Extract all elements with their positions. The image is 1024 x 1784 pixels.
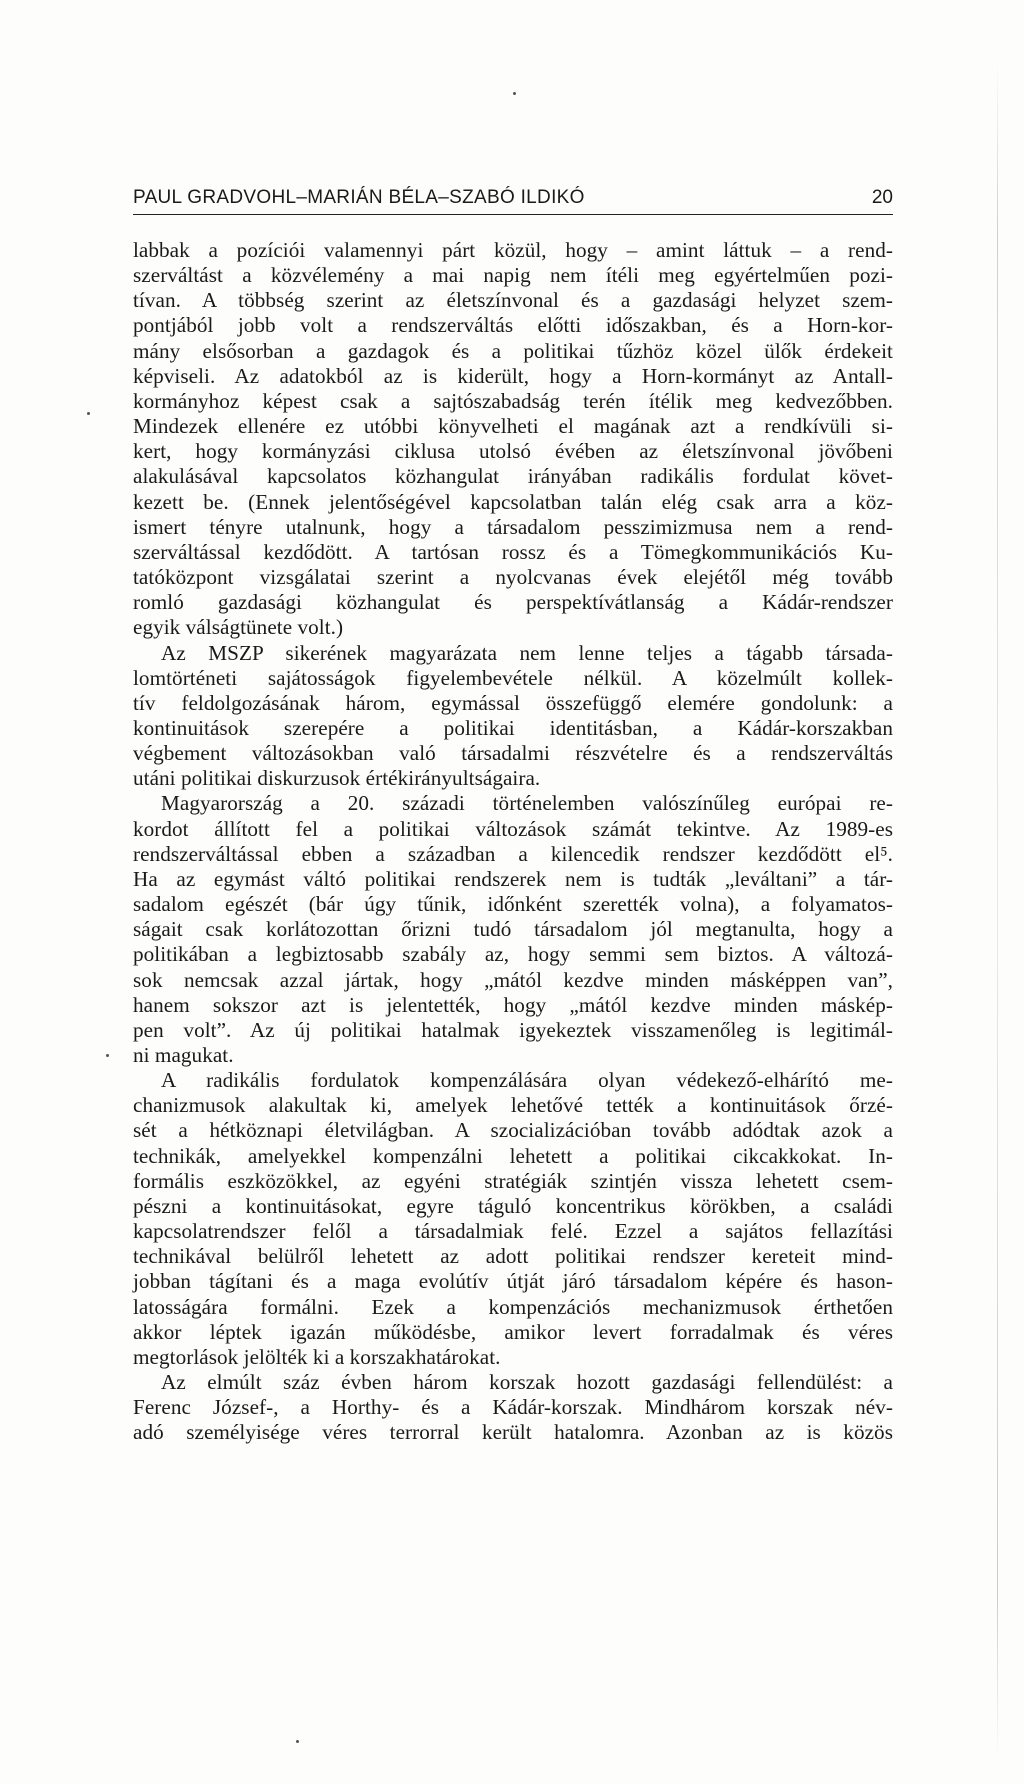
text-line: latosságára formálni. Ezek a kompenzációs mechanizmusok érthetően: [133, 1294, 893, 1319]
text-line: tatóközpont vizsgálatai szerint a nyolcvanas évek elejétől még tovább: [133, 565, 893, 590]
text-line: utáni politikai diskurzusok értékirányultságaira.: [133, 766, 541, 791]
text-line: Magyarország a 20. századi történelemben valószínűleg európai re-: [161, 791, 893, 816]
text-line: tívan. A többség szerint az életszínvonal és a gazdasági helyzet szem-: [133, 288, 893, 313]
text-line: pészni a kontinuitásokat, egyre táguló koncentrikus körökben, a családi: [133, 1193, 893, 1218]
text-line: technikával belülről lehetett az adott politikai rendszer kereteit mind-: [133, 1244, 893, 1269]
text-line: labbak a pozíciói valamennyi párt közül, hogy – amint láttuk – a rend-: [133, 238, 893, 262]
text-line: mány elsősorban a gazdagok és a politikai tűzhöz közel ülők érdekeit: [133, 338, 893, 363]
text-line: tív feldolgozásának három, egymással összefüggő elemére gondolunk: a: [133, 690, 893, 715]
text-line: kormányhoz képest csak a sajtószabadság terén ítélik meg kedvezőbben.: [133, 388, 893, 413]
scan-edge-shadow: [997, 60, 998, 1760]
running-header: [133, 184, 893, 215]
text-line: pontjából jobb volt a rendszerváltás előtti időszakban, és a Horn-kor-: [133, 313, 893, 338]
text-line: akkor léptek igazán működésbe, amikor levert forradalmak és véres: [133, 1319, 893, 1344]
scan-speck: [296, 1740, 299, 1743]
text-line: A radikális fordulatok kompenzálására olyan védekező-elhárító me-: [161, 1068, 893, 1093]
text-line: sadalom egészét (bár úgy tűnik, időnként szerették volna), a folyamatos-: [133, 892, 893, 917]
text-line: ni magukat.: [133, 1043, 234, 1067]
page-number: 20: [871, 187, 893, 208]
text-line: Az MSZP sikerének magyarázata nem lenne teljes a tágabb társada-: [161, 640, 893, 665]
text-line: rendszerváltással ebben a században a kilencedik rendszer kezdődött el⁵.: [133, 841, 893, 866]
scan-speck: [106, 1054, 109, 1057]
text-line: Ferenc József-, a Horthy- és a Kádár-korszak. Mindhárom korszak név-: [133, 1395, 893, 1420]
text-line: hanem sokszor azt is jelentették, hogy „mától kezdve minden máskép-: [133, 992, 893, 1017]
text-line: Ha az egymást váltó politikai rendszerek nem is tudták „leváltani” a tár-: [133, 866, 893, 891]
text-line: szerváltást a közvélemény a mai napig nem ítéli meg egyértelműen pozi-: [133, 263, 893, 288]
text-line: alakulásával kapcsolatos közhangulat irányában radikális fordulat követ-: [133, 464, 893, 489]
text-line: kert, hogy kormányzási ciklusa utolsó évében az életszínvonal jövőbeni: [133, 439, 893, 464]
scan-speck: [513, 92, 516, 95]
text-line: sok nemcsak azzal jártak, hogy „mától kezdve minden másképpen van”,: [133, 967, 893, 992]
text-line: ságait csak korlátozottan őrizni tudó társadalom jól megtanulta, hogy a: [133, 917, 893, 942]
text-line: kontinuitások szerepére a politikai identitásban, a Kádár-korszakban: [133, 715, 893, 740]
body-text: [133, 238, 893, 1446]
text-line: végbement változásokban való társadalmi részvételre és a rendszerváltás: [133, 741, 893, 766]
text-line: politikában a legbiztosabb szabály az, hogy semmi sem biztos. A változá-: [133, 942, 893, 967]
text-line: képviseli. Az adatokból az is kiderült, hogy a Horn-kormányt az Antall-: [133, 363, 893, 388]
text-line: sét a hétköznapi életvilágban. A szocializációban tovább adódtak azok a: [133, 1118, 893, 1143]
text-line: adó személyisége véres terrorral került hatalomra. Azonban az is közös: [133, 1420, 893, 1445]
text-line: kapcsolatrendszer felől a társadalmiak felé. Ezzel a sajátos fellazítási: [133, 1219, 893, 1244]
text-line: megtorlások jelölték ki a korszakhatárokat.: [133, 1344, 501, 1369]
text-line: Mindezek ellenére ez utóbbi könyvelheti el magának azt a rendkívüli si-: [133, 414, 893, 439]
text-line: chanizmusok alakultak ki, amelyek lehetővé tették a kontinuitások őrzé-: [133, 1093, 893, 1118]
header-authors: PAUL GRADVOHL–MARIÁN BÉLA–SZABÓ ILDIKÓ: [133, 187, 585, 208]
text-line: egyik válságtünete volt.): [133, 615, 344, 640]
text-line: pen volt”. Az új politikai hatalmak igyekeztek visszamenőleg is legitimál-: [133, 1017, 893, 1042]
text-line: ismert tényre utalnunk, hogy a társadalom pesszimizmusa nem a rend-: [133, 514, 893, 539]
text-line: lomtörténeti sajátosságok figyelembevétele nélkül. A közelmúlt kollek-: [133, 665, 893, 690]
scan-speck: [87, 412, 90, 415]
text-line: romló gazdasági közhangulat és perspektívátlanság a Kádár-rendszer: [133, 590, 893, 615]
text-line: formális eszközökkel, az egyéni stratégiák szintjén vissza lehetett csem-: [133, 1168, 893, 1193]
text-line: kezett be. (Ennek jelentőségével kapcsolatban talán elég csak arra a köz-: [133, 489, 893, 514]
text-line: technikák, amelyekkel kompenzálni lehetett a politikai cikcakkokat. In-: [133, 1143, 893, 1168]
text-line: jobban tágítani és a maga evolútív útját járó társadalom képére és hason-: [133, 1269, 893, 1294]
text-line: szerváltással kezdődött. A tartósan rossz és a Tömegkommunikációs Ku-: [133, 539, 893, 564]
text-line: kordot állított fel a politikai változások számát tekintve. Az 1989-es: [133, 816, 893, 841]
text-line: Az elmúlt száz évben három korszak hozott gazdasági fellendülést: a: [161, 1370, 893, 1395]
